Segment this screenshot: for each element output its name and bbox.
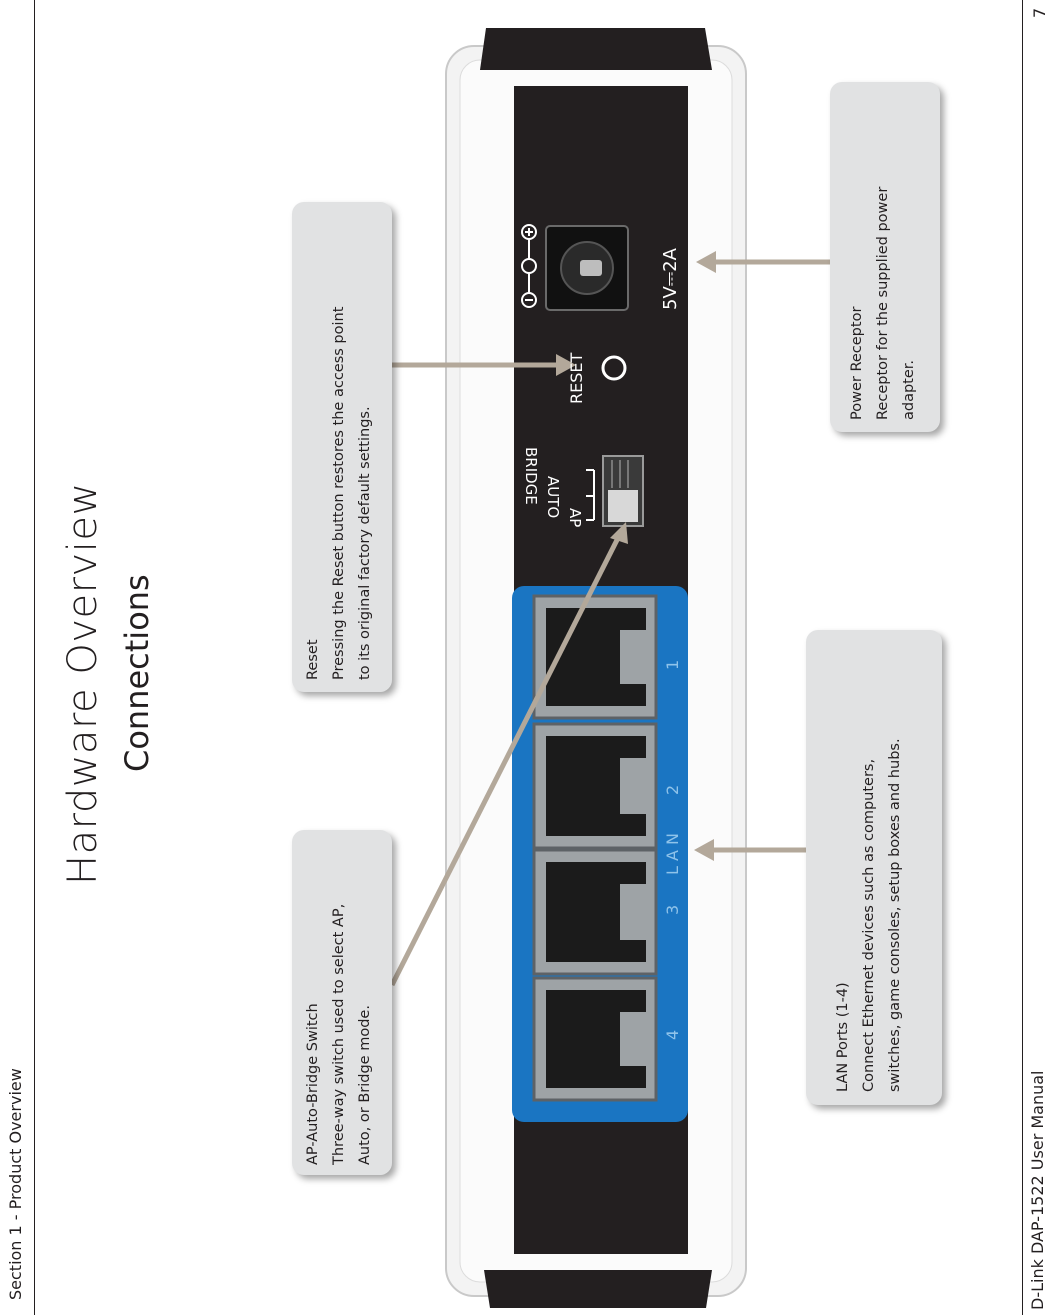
power-jack bbox=[546, 226, 628, 310]
callout-power-heading: Power Receptor bbox=[849, 306, 865, 420]
lan-port-number-1: 1 bbox=[663, 659, 682, 670]
reset-label: RESET bbox=[567, 352, 586, 404]
section-header: Section 1 - Product Overview bbox=[6, 1068, 25, 1300]
callout-lan-line-1: Connect Ethernet devices such as computers, bbox=[861, 758, 877, 1092]
lan-port-4 bbox=[534, 978, 656, 1100]
callout-lan-ports bbox=[806, 630, 942, 1105]
switch-label-auto: AUTO bbox=[544, 476, 562, 519]
callout-power-receptor bbox=[830, 82, 940, 432]
callout-lan-heading: LAN Ports (1-4) bbox=[835, 982, 851, 1092]
callout-switch-line-1: Three-way switch used to select AP, bbox=[331, 903, 347, 1165]
device-top-cap bbox=[480, 28, 712, 70]
page-number: 7 bbox=[1030, 7, 1049, 18]
callout-power-line-1: Receptor for the supplied power bbox=[875, 186, 891, 420]
lan-label: L A N bbox=[663, 833, 682, 875]
switch-label-bridge: BRIDGE bbox=[522, 447, 540, 505]
callout-switch-heading: AP-Auto-Bridge Switch bbox=[305, 1003, 321, 1165]
lan-port-number-4: 4 bbox=[663, 1029, 682, 1040]
callout-reset bbox=[292, 202, 392, 692]
lan-port-2 bbox=[534, 724, 656, 848]
lan-port-number-2: 2 bbox=[663, 784, 682, 795]
lan-port-1 bbox=[534, 596, 656, 718]
callout-reset-line-1: Pressing the Reset button restores the access point bbox=[331, 306, 347, 680]
callout-mode-switch bbox=[292, 830, 392, 1175]
device-bottom-cap bbox=[484, 1270, 712, 1308]
callout-switch-line-2: Auto, or Bridge mode. bbox=[357, 1005, 373, 1165]
page-title: Hardware Overview bbox=[60, 482, 106, 885]
callout-lan-line-2: switches, game consoles, setup boxes and hubs. bbox=[887, 738, 903, 1092]
callout-reset-line-2: to its original factory default settings. bbox=[357, 406, 373, 680]
lan-port-3 bbox=[534, 850, 656, 974]
footer-manual-title: D-Link DAP-1522 User Manual bbox=[1028, 1070, 1047, 1310]
page-subtitle: Connections bbox=[118, 574, 156, 772]
lan-port-number-3: 3 bbox=[663, 904, 682, 915]
power-rating-label: 5V⎓2A bbox=[660, 248, 681, 310]
callout-power-line-2: adapter. bbox=[901, 359, 917, 420]
switch-label-ap: AP bbox=[566, 508, 584, 528]
callout-reset-heading: Reset bbox=[305, 639, 321, 680]
